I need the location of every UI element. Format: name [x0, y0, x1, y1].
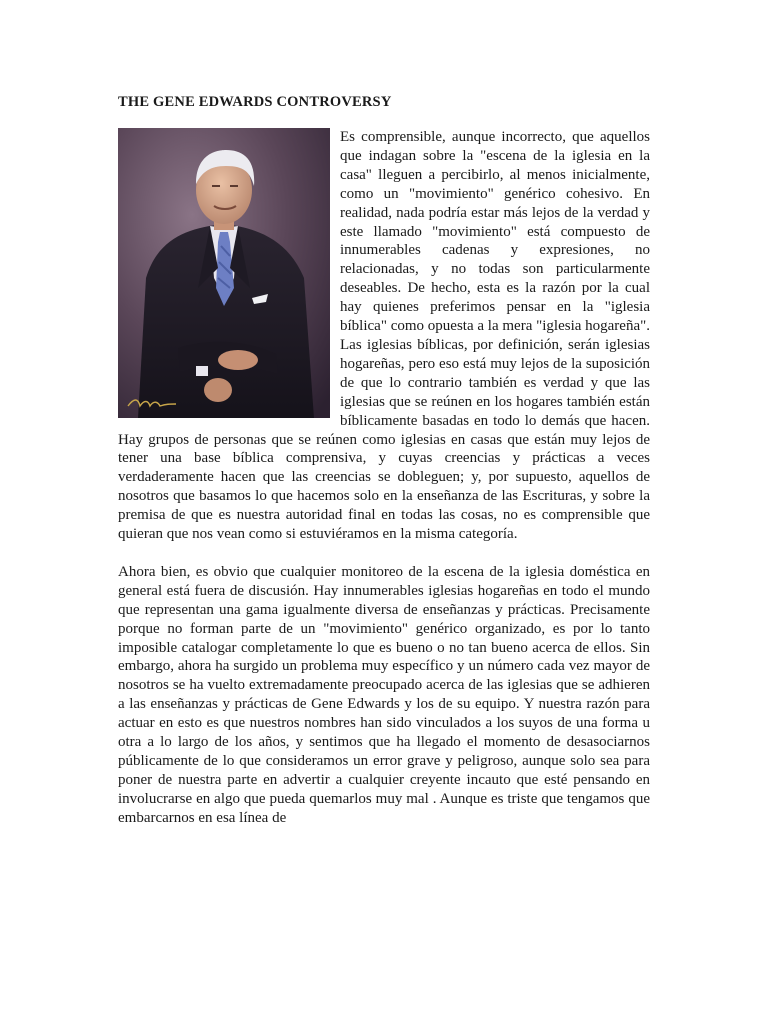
document-body [118, 128, 650, 828]
document-title: THE GENE EDWARDS CONTROVERSY [118, 94, 392, 110]
portrait-photo [118, 128, 330, 418]
body-paragraph: Es comprensible, aunque incorrecto, que aquellos que indagan sobre la "escena de la iglesia en la casa" lleguen a percibirlo, al menos inicialmente, como un "movimiento" genérico cohesivo. En realidad, nada podría estar más lejos de la verdad y este llamado "movimiento" está compuesto de innumerables cadenas y expresiones, no relacionadas, y no todas son particularmente deseables. De hecho, esta es la razón por la cual hay quienes preferimos pensar en la "iglesia bíblica" como opuesta a la mera "iglesia hogareña". Las iglesias bíblicas, por definición, serán iglesias hogareñas, pero eso está muy lejos de la suposición de que lo contrario también es verdad y que las iglesias que se reúnen en los hogares también están bíblicamente basadas en todo lo demás que hacen. Hay grupos de personas que se reúnen como iglesias en casas que están muy lejos de tener una base bíblica comprensiva, y cuyas creencias y prácticas a veces verdaderamente hacen que las creencias se dobleguen; y, por supuesto, aquellos de nosotros que basamos lo que hacemos solo en la enseñanza de las Escrituras, y sobre la premisa de que es nuestra autoridad final en todas las cosas, no es comprensible que quieran que nos vean como si estuviéramos en la misma categoría. [118, 129, 650, 543]
body-paragraph: Ahora bien, es obvio que cualquier monitoreo de la escena de la iglesia doméstica en general está fuera de discusión. Hay innumerables iglesias hogareñas en todo el mundo que representan una gama igualmente diversa de enseñanzas y prácticas. Precisamente porque no forman parte de un "movimiento" genérico organizado, es por lo tanto imposible catalogar completamente lo que es bueno o no tan bueno acerca de ellos. Sin embargo, ahora ha surgido un problema muy específico y un número cada vez mayor de nosotros se ha vuelto extremadamente preocupado acerca de las iglesias que se adhieren a las enseñanzas y prácticas de Gene Edwards y los de su equipo. Y nuestra razón para actuar en esto es que nuestros nombres han sido vinculados a los suyos de una forma u otra a lo largo de los años, y sentimos que ha llegado el momento de desasociarnos públicamente de lo que consideramos un error grave y peligroso, aunque solo sea para poner de nuestra parte en advertir a cualquier creyente incauto que esté pensando en involucrarse en algo que pueda quemarlos muy mal . Aunque es triste que tengamos que embarcarnos en esa línea de [118, 563, 650, 826]
